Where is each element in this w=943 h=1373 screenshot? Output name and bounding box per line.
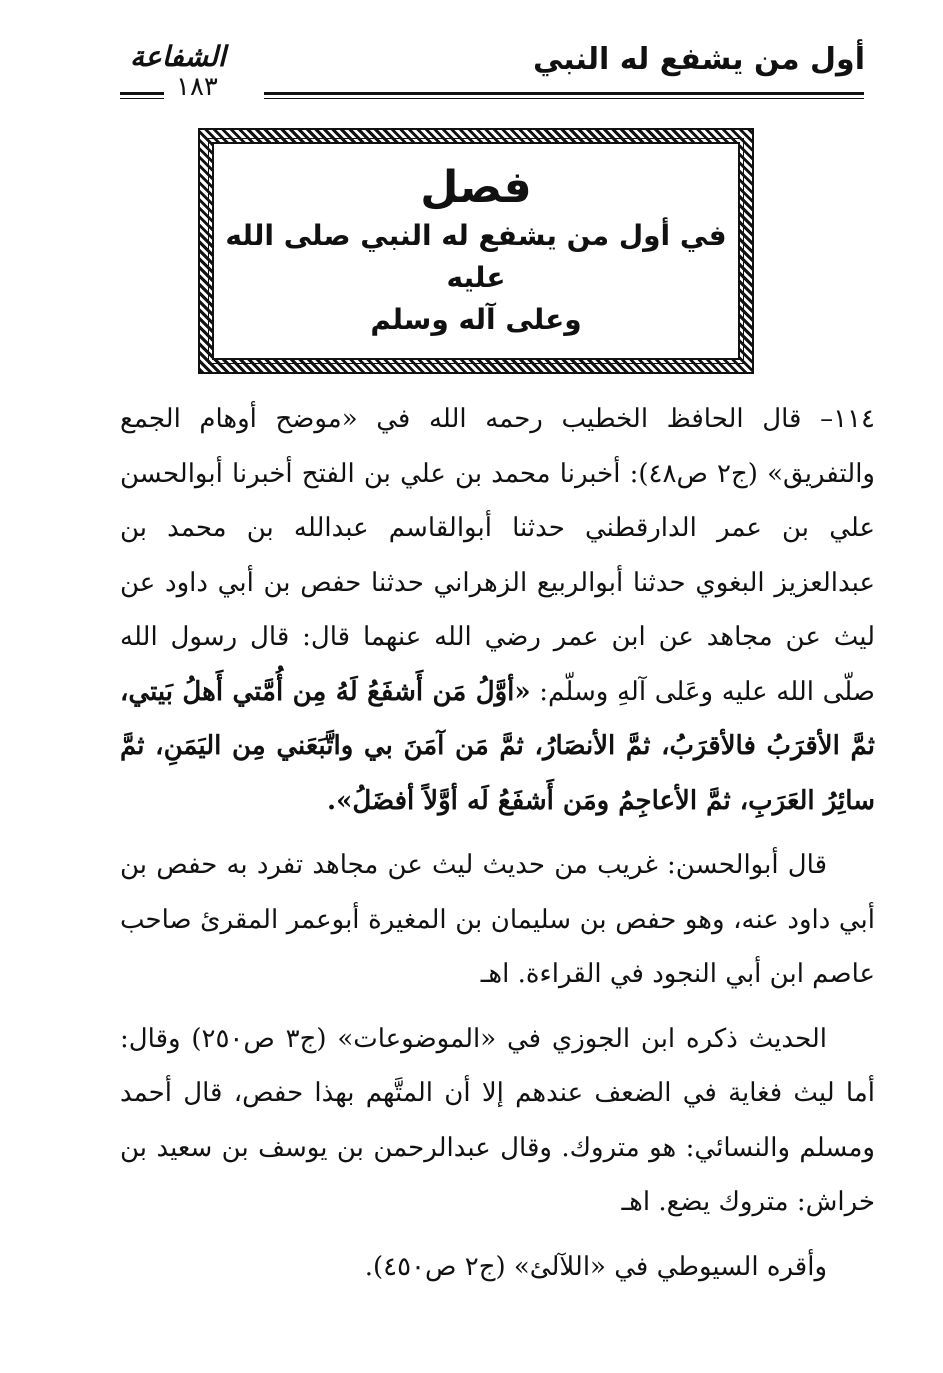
section-name: الشفاعة [130, 40, 226, 73]
paragraph-commentary-3: وأقره السيوطي في «اللآلئ» (ج٢ ص٤٥٠). [364, 1251, 827, 1282]
header-rule-right [264, 92, 864, 95]
paragraph-commentary-1: قال أبوالحسن: غريب من حديث ليث عن مجاهد تفرد به حفص بن أبي داود عنه، وهو حفص بن سليمان بن المغيرة أبوعمر المقرئ صاحب عاصم ابن أبي النجود في القراءة. اهـ [120, 850, 875, 989]
chapter-title-inner [212, 142, 740, 360]
chapter-title-frame [198, 128, 754, 374]
body-text [120, 392, 875, 1294]
header-rule-thin-right [264, 98, 864, 99]
chapter-subtitle-line1: في أول من يشفع له النبي صلى الله عليه [225, 219, 727, 294]
page-header [120, 40, 865, 100]
hadith-chain: قال الحافظ الخطيب رحمه الله في «موضح أوهام الجمع والتفريق» (ج٢ ص٤٨): أخبرنا محمد بن علي بن الفتح أخبرنا أبوالحسن علي بن عمر الدارقطني حدثنا أبوالقاسم عبدالله بن محمد بن عبدالعزيز البغوي حدثنا أبوالربيع الزهراني حدثنا حفص بن أبي داود عن ليث عن مجاهد عن ابن عمر رضي الله عنهما قال: قال رسول الله صلّى الله عليه وعَلى آلهِ وسلّم: [120, 404, 875, 707]
header-rule-left [120, 92, 164, 95]
chapter-subtitle-line2: وعلى آله وسلم [370, 303, 582, 336]
paragraph-hadith [120, 392, 875, 828]
header-rule-thin-left [120, 98, 164, 99]
page-number: ١٨٣ [176, 72, 218, 102]
paragraph-commentary-2: الحديث ذكره ابن الجوزي في «الموضوعات» (ج٣ ص٢٥٠) وقال: أما ليث فغاية في الضعف عندهم إلا أن المتَّهم بهذا حفص، قال أحمد ومسلم والنسائي: هو متروك. وقال عبدالرحمن بن يوسف بن سعيد بن خراش: متروك يضع. اهـ [120, 1023, 875, 1217]
chapter-heading: فصل [420, 162, 532, 213]
hadith-number: ١١٤– [820, 404, 875, 434]
running-title: أول من يشفع له النبي [532, 42, 865, 77]
hadith-text: «أوَّلُ مَن أَشفَعُ لَهُ مِن أُمَّتي أَهلُ بَيتي، ثمَّ الأقرَبُ فالأقرَبُ، ثمَّ الأنصَارُ، ثمَّ مَن آمَنَ بي واتَّبَعَني مِن اليَمَنِ، ثمَّ سائِرُ العَرَبِ، ثمَّ الأعاجِمُ ومَن أَشفَعُ لَه أوَّلاً أفضَلُ». [120, 676, 875, 816]
